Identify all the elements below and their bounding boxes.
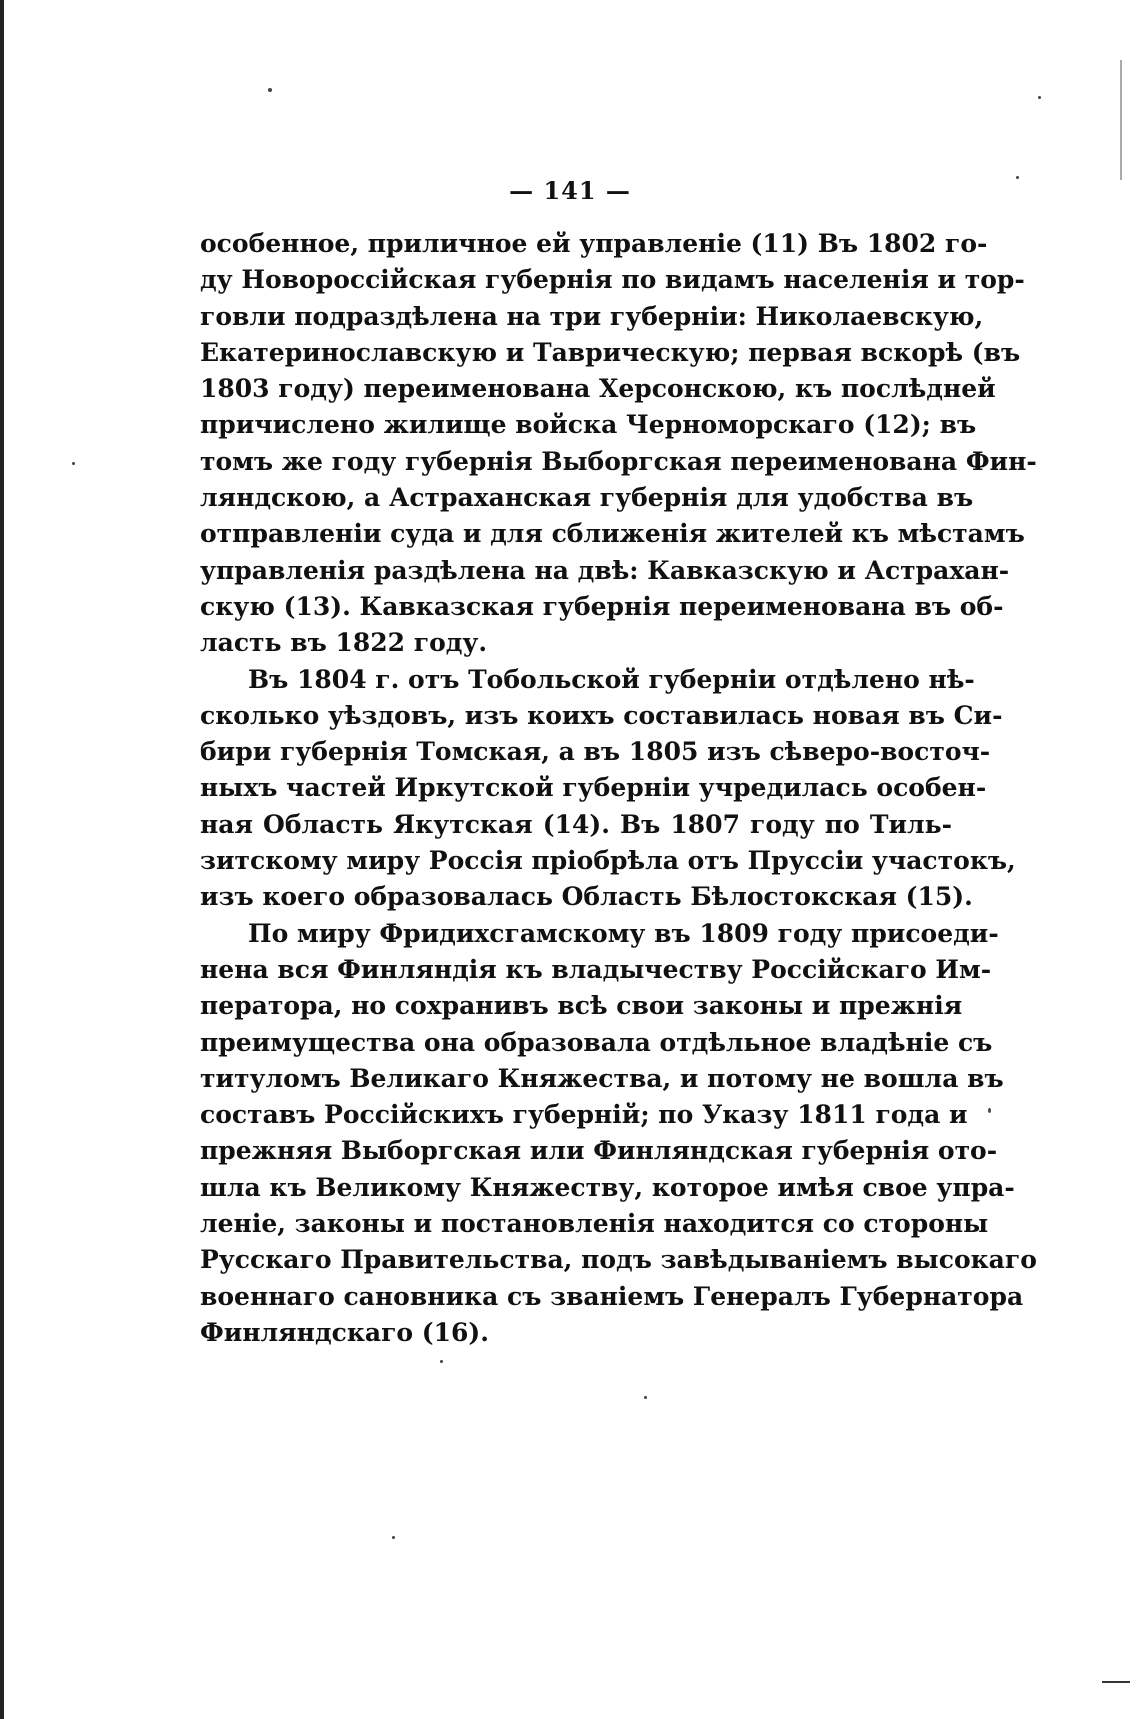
scan-speck	[72, 462, 75, 465]
text-line: нена вся Финляндія къ владычеству Россійскаго Им-	[200, 954, 992, 984]
text-line: Екатеринославскую и Таврическую; первая вскорѣ (въ	[200, 337, 1021, 367]
text-line: По миру Фридихсгамскому въ 1809 году присоеди-	[248, 918, 999, 948]
scan-speck	[988, 1108, 991, 1113]
page-number: — 141 —	[509, 176, 631, 205]
text-line: скую (13). Кавказская губернія переименована въ об-	[200, 591, 1004, 621]
text-line: шла къ Великому Княжеству, которое имѣя свое упра-	[200, 1172, 1015, 1202]
text-line: преимущества она образовала отдѣльное владѣніе съ	[200, 1027, 993, 1057]
paragraph	[200, 226, 1037, 662]
text-line: бири губернія Томская, а въ 1805 изъ сѣверо-восточ-	[200, 737, 991, 767]
text-line: Въ 1804 г. отъ Тобольской губерніи отдѣлено нѣ-	[248, 664, 975, 694]
text-line: 1803 году) переименована Херсонскою, къ послѣдней	[200, 374, 996, 404]
body-text	[200, 226, 1037, 1351]
text-line: титуломъ Великаго Княжества, и потому не вошла въ	[200, 1063, 1004, 1093]
text-line: леніе, законы и постановленія находится со стороны	[200, 1209, 989, 1239]
text-line: говли подраздѣлена на три губерніи: Николаевскую,	[200, 301, 984, 331]
text-line: особенное, приличное ей управленіе (11) Въ 1802 го-	[200, 229, 988, 258]
text-line: ляндскою, а Астраханская губернія для удобства въ	[200, 483, 974, 513]
scan-speck	[1038, 96, 1041, 99]
text-line: Финляндскаго (16).	[200, 1317, 489, 1347]
text-line: ныхъ частей Иркутской губерніи учредилась особен-	[200, 773, 987, 803]
text-line: ператора, но сохранивъ всѣ свои законы и прежнія	[200, 991, 963, 1021]
text-line: сколько уѣздовъ, изъ коихъ составилась новая въ Си-	[200, 700, 1003, 730]
text-line: ная Область Якутская (14). Въ 1807 году по Тиль-	[200, 809, 952, 839]
scan-left-edge	[0, 0, 4, 1719]
text-line: Русскаго Правительства, подъ завѣдываніемъ высокаго	[200, 1245, 1037, 1275]
text-line: причислено жилище войска Черноморскаго (12); въ	[200, 410, 977, 440]
scan-speck	[440, 1360, 443, 1363]
paragraph	[200, 662, 1016, 916]
text-line: изъ коего образовалась Область Бѣлостокская (15).	[200, 882, 973, 912]
scan-right-edge	[1120, 60, 1122, 180]
text-line: отправленіи суда и для сближенія жителей къ мѣстамъ	[200, 519, 1025, 549]
text-line: ласть въ 1822 году.	[200, 628, 488, 658]
text-line: томъ же году губернія Выборгская переименована Фин-	[200, 446, 1037, 476]
text-line: военнаго сановника съ званіемъ Генералъ Губернатора	[200, 1281, 1024, 1311]
scan-speck	[392, 1536, 395, 1539]
scan-speck	[268, 88, 272, 92]
text-line: управленія раздѣлена на двѣ: Кавказскую и Астрахан-	[200, 555, 1010, 585]
paragraph	[200, 916, 1037, 1352]
scan-bottom-mark	[1102, 1681, 1130, 1683]
text-line: ду Новороссійская губернія по видамъ населенія и тор-	[200, 265, 1025, 295]
text-line: зитскому миру Россія пріобрѣла отъ Пруссіи участокъ,	[200, 846, 1016, 876]
text-line: составъ Россійскихъ губерній; по Указу 1811 года и	[200, 1100, 968, 1130]
scan-speck	[644, 1396, 647, 1399]
text-line: прежняя Выборгская или Финляндская губернія ото-	[200, 1136, 998, 1166]
